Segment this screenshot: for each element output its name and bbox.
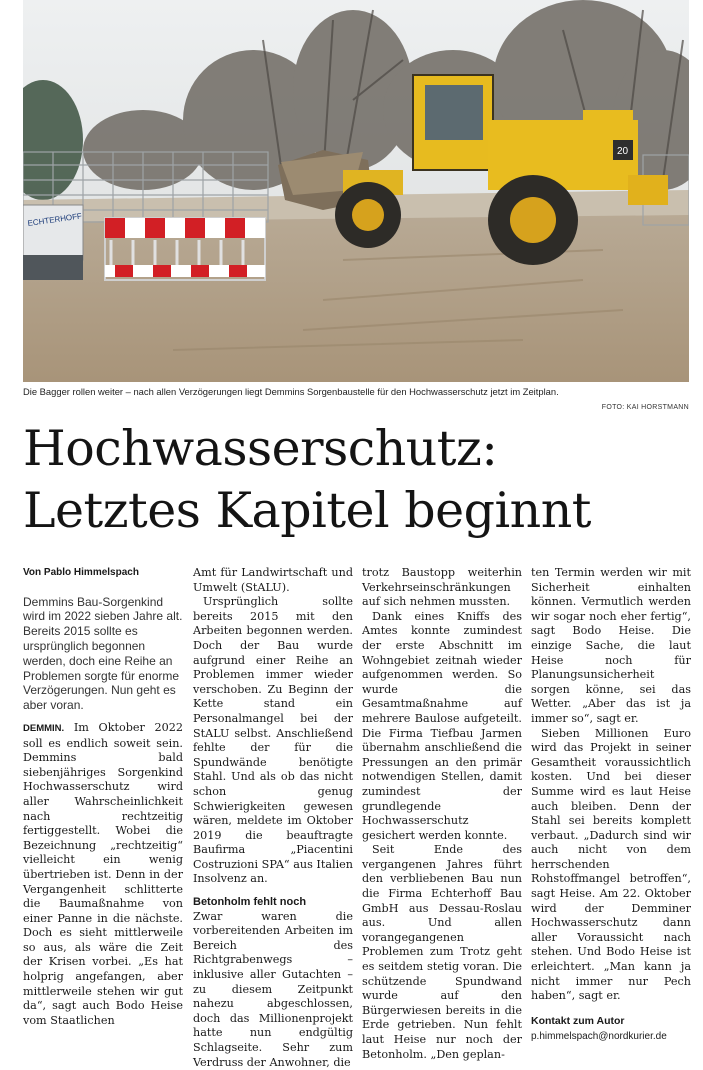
dateline: DEMMIN. [23,722,65,734]
paragraph: Ursprünglich sollte bereits 2015 mit den Arbeiten begonnen werden. Doch der Bau wurde aufgrund einer Reihe an Problemen immer wieder verschoben. Zu Beginn der Kette stand ein Personalmangel bei der StALU selbst. Anschließend fehlte der für die Spundwände benötigte Stahl. Und als ob das nicht schon genug Schwierigkeiten gewesen wären, meldete im Oktober 2019 die beauftragte Baufirma „Piacentini Costruzioni SPA“ aus Italien Insolvenz an. [193,595,353,886]
paragraph: Seit Ende des vergangenen Jahres führt den verbliebenen Bau nun die Firma Echterhoff Bau GmbH aus Dessau-Roslau aus. Und allen vorangegangenen Problemen zum Trotz geht es seitdem stetig voran. Die schützende Spundwand wurde auf den Bürgerwiesen bereits in die Erde getrieben. Nun fehlt laut Heise nur noch der Betonholm. „Den geplan- [362,843,522,1061]
paragraph: Sieben Millionen Euro wird das Projekt in seiner Gesamtheit voraussichtlich kosten. Und bei dieser Summe wird es laut Heise auch bleiben. Denn der Stahl sei bereits komplett verbaut. „Dadurch sind wir auch nicht von dem herrschenden Rohstoffmangel betroffen“, sagt Heise. Am 22. Oktober wird der Demminer Hochwasserschutz dann aller Voraussicht nach stehen. Und Bodo Heise ist erleichtert. „Man kann ja nicht immer nur Pech haben“, sagt er. [531,726,691,1003]
paragraph: Amt für Landwirtschaft und Umwelt (StALU). [193,566,353,594]
column-2 [193,566,353,1070]
column-1 [23,566,183,1028]
contact-email-link[interactable]: p.himmelspach@nordkurier.de [531,1031,667,1043]
photo-caption: Die Bagger rollen weiter – nach allen Verzögerungen liegt Demmins Sorgenbaustelle für den Hochwasserschutz jetzt im Zeitplan. [23,386,559,397]
paragraph: Zwar waren die vorbereitenden Arbeiten im Bereich des Richtgrabenwegs – inklusive aller Gutachten – zu diesem Zeitpunkt nahezu abgeschlossen, doch das Millionenprojekt hatte nun endgültig Schlagseite. Sehr zum Verdruss der Anwohner, die [193,909,353,1069]
paragraph [23,721,183,1028]
paragraph: trotz Baustopp weiterhin Verkehrseinschränkungen auf sich nehmen mussten. [362,566,522,609]
photo-credit: FOTO: KAI HORSTMANN [601,404,689,411]
fence-label: ECHTERHOFF [27,211,83,228]
paragraph-text: Im Oktober 2022 soll es endlich soweit sein. Demmins bald siebenjähriges Sorgenkind Hochwasserschutz wird aller Wahrscheinlichkeit nach rechtzeitig fertiggestellt. Wobei die Bezeichnung „rechtzeitig“ vielleicht ein wenig übertrieben ist. Denn in der Vergangenheit schlitterte die Baumaßnahme von einer Panne in die nächste. Doch es sieht mittlerweile so aus, als wäre die Zeit der Krisen vorbei. „Es hat holprig angefangen, aber mittlerweile stehen wir gut da“, sagt auch Bodo Heise vom Staatlichen [23,720,183,1027]
loader-number: 20 [617,146,629,157]
column-4 [531,566,691,1045]
contact-title: Kontakt zum Autor [531,1014,625,1027]
paragraph: Dank eines Kniffs des Amtes konnte zumindest der erste Abschnitt im Wohngebiet zeitnah wieder aufgenommen werden. So wurde die Gesamtmaßnahme auf mehrere Baulose aufgeteilt. Die Firma Tiefbau Jarmen übernahm anschließend die Pressungen an den primär notwendigen Stellen, damit zumindest der grundlegende Hochwasserschutz gesichert werden konnte. [362,609,522,842]
column-3 [362,566,522,1062]
teaser: Demmins Bau-Sorgenkind wird im 2022 sieben Jahre alt. Bereits 2015 sollte es ursprünglich begonnen werden, doch eine Reihe an Problemen sorgte für enorme Verzögerungen. Nun geht es aber voran. [23,594,183,713]
headline-line-1: Hochwasserschutz: [23,420,498,477]
subheading: Betonholm fehlt noch [193,896,307,909]
article-photo [23,0,689,382]
byline: Von Pablo Himmelspach [23,567,139,578]
construction-site-image [23,0,689,382]
headline-line-2: Letztes Kapitel beginnt [23,482,591,539]
headline [23,418,693,542]
paragraph: ten Termin werden wir mit Sicherheit einhalten können. Vermutlich werden wir sogar noch eher fertig“, sagt Bodo Heise. Die einzige Sache, die laut Heise noch für Planungsunsicherheit sorgen könne, sei das Wetter. „Aber das ist ja immer so“, sagt er. [531,566,691,725]
